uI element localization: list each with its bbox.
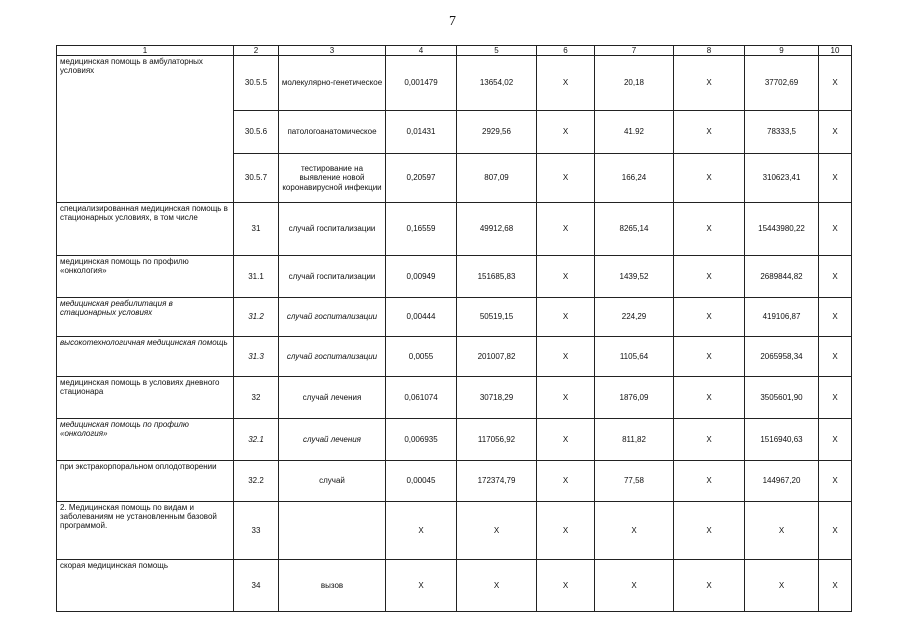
cell-col10: Х	[819, 111, 852, 154]
table-row	[57, 256, 852, 298]
header-cell: 8	[674, 46, 745, 56]
cell-col4: 0,0055	[386, 337, 457, 377]
table-row	[57, 56, 852, 111]
cell-col7: Х	[595, 502, 674, 560]
row-name: медицинская помощь по профилю «онкология»	[57, 256, 234, 298]
cell-col9: Х	[745, 502, 819, 560]
row-code: 32.1	[234, 419, 279, 461]
cell-col4: 0,20597	[386, 154, 457, 203]
cell-col6: Х	[537, 203, 595, 256]
cell-col7: 811,82	[595, 419, 674, 461]
cell-col5: 50519,15	[457, 298, 537, 337]
table-row	[57, 298, 852, 337]
data-table	[56, 45, 852, 612]
cell-col7: 41.92	[595, 111, 674, 154]
cell-col4: 0,001479	[386, 56, 457, 111]
row-name: медицинская реабилитация в стационарных условиях	[57, 298, 234, 337]
cell-col6: Х	[537, 154, 595, 203]
row-name: медицинская помощь в амбулаторных условиях	[57, 56, 234, 203]
cell-col10: Х	[819, 203, 852, 256]
cell-col9: 37702,69	[745, 56, 819, 111]
cell-col9: 15443980,22	[745, 203, 819, 256]
cell-col8: Х	[674, 337, 745, 377]
header-cell: 10	[819, 46, 852, 56]
table-row	[57, 461, 852, 502]
cell-col8: Х	[674, 461, 745, 502]
cell-col6: Х	[537, 419, 595, 461]
cell-col5: 151685,83	[457, 256, 537, 298]
header-cell: 4	[386, 46, 457, 56]
header-cell: 3	[279, 46, 386, 56]
row-unit: случай госпитализации	[279, 256, 386, 298]
cell-col4: Х	[386, 560, 457, 612]
cell-col5: 807,09	[457, 154, 537, 203]
cell-col8: Х	[674, 502, 745, 560]
cell-col10: Х	[819, 377, 852, 419]
row-unit: случай лечения	[279, 377, 386, 419]
cell-col10: Х	[819, 337, 852, 377]
cell-col8: Х	[674, 419, 745, 461]
cell-col9: 78333,5	[745, 111, 819, 154]
cell-col9: 310623,41	[745, 154, 819, 203]
cell-col8: Х	[674, 560, 745, 612]
row-code: 31.3	[234, 337, 279, 377]
cell-col6: Х	[537, 111, 595, 154]
cell-col8: Х	[674, 56, 745, 111]
cell-col7: 1439,52	[595, 256, 674, 298]
row-code: 32	[234, 377, 279, 419]
row-unit: вызов	[279, 560, 386, 612]
cell-col5: Х	[457, 560, 537, 612]
cell-col5: 13654,02	[457, 56, 537, 111]
cell-col8: Х	[674, 256, 745, 298]
cell-col5: 2929,56	[457, 111, 537, 154]
row-code: 33	[234, 502, 279, 560]
cell-col10: Х	[819, 461, 852, 502]
cell-col9: 419106,87	[745, 298, 819, 337]
row-name: высокотехнологичная медицинская помощь	[57, 337, 234, 377]
cell-col9: 2065958,34	[745, 337, 819, 377]
cell-col10: Х	[819, 419, 852, 461]
row-name: 2. Медицинская помощь по видам и заболеваниям не установленным базовой программой.	[57, 502, 234, 560]
header-row	[57, 46, 852, 56]
cell-col8: Х	[674, 203, 745, 256]
row-code: 30.5.7	[234, 154, 279, 203]
cell-col4: 0,00045	[386, 461, 457, 502]
cell-col4: 0,00444	[386, 298, 457, 337]
cell-col7: 224,29	[595, 298, 674, 337]
cell-col5: 172374,79	[457, 461, 537, 502]
cell-col4: 0,16559	[386, 203, 457, 256]
row-unit: тестирование на выявление новой коронавирусной инфекции	[279, 154, 386, 203]
cell-col10: Х	[819, 298, 852, 337]
row-unit: случай	[279, 461, 386, 502]
cell-col5: 49912,68	[457, 203, 537, 256]
header-cell: 1	[57, 46, 234, 56]
cell-col5: 201007,82	[457, 337, 537, 377]
header-cell: 2	[234, 46, 279, 56]
cell-col6: Х	[537, 298, 595, 337]
row-code: 30.5.6	[234, 111, 279, 154]
cell-col4: 0,01431	[386, 111, 457, 154]
row-code: 31.1	[234, 256, 279, 298]
cell-col7: 166,24	[595, 154, 674, 203]
cell-col5: 30718,29	[457, 377, 537, 419]
row-code: 34	[234, 560, 279, 612]
row-unit	[279, 502, 386, 560]
cell-col6: Х	[537, 256, 595, 298]
header-cell: 5	[457, 46, 537, 56]
cell-col7: 1105,64	[595, 337, 674, 377]
cell-col8: Х	[674, 154, 745, 203]
cell-col9: 3505601,90	[745, 377, 819, 419]
row-unit: молекулярно-генетическое	[279, 56, 386, 111]
table-row	[57, 203, 852, 256]
row-unit: случай госпитализации	[279, 203, 386, 256]
cell-col6: Х	[537, 56, 595, 111]
header-cell: 7	[595, 46, 674, 56]
cell-col7: 20,18	[595, 56, 674, 111]
cell-col8: Х	[674, 298, 745, 337]
cell-col10: Х	[819, 56, 852, 111]
cell-col4: 0,061074	[386, 377, 457, 419]
cell-col7: 8265,14	[595, 203, 674, 256]
header-cell: 6	[537, 46, 595, 56]
table-row	[57, 502, 852, 560]
page-number: 7	[449, 14, 456, 29]
table-row	[57, 560, 852, 612]
cell-col6: Х	[537, 337, 595, 377]
cell-col7: 77,58	[595, 461, 674, 502]
cell-col6: Х	[537, 377, 595, 419]
cell-col10: Х	[819, 502, 852, 560]
row-code: 30.5.5	[234, 56, 279, 111]
cell-col4: 0,00949	[386, 256, 457, 298]
cell-col8: Х	[674, 377, 745, 419]
cell-col4: 0,006935	[386, 419, 457, 461]
cell-col9: Х	[745, 560, 819, 612]
row-name: скорая медицинская помощь	[57, 560, 234, 612]
cell-col10: Х	[819, 256, 852, 298]
cell-col7: 1876,09	[595, 377, 674, 419]
row-code: 31.2	[234, 298, 279, 337]
row-name: медицинская помощь по профилю «онкология»	[57, 419, 234, 461]
cell-col5: Х	[457, 502, 537, 560]
row-name: при экстракорпоральном оплодотворении	[57, 461, 234, 502]
cell-col6: Х	[537, 560, 595, 612]
cell-col5: 117056,92	[457, 419, 537, 461]
cell-col8: Х	[674, 111, 745, 154]
row-unit: случай лечения	[279, 419, 386, 461]
cell-col9: 144967,20	[745, 461, 819, 502]
cell-col9: 1516940,63	[745, 419, 819, 461]
cell-col6: Х	[537, 502, 595, 560]
row-unit: случай госпитализации	[279, 337, 386, 377]
row-unit: патологоанатомическое	[279, 111, 386, 154]
cell-col7: Х	[595, 560, 674, 612]
table-row	[57, 337, 852, 377]
header-cell: 9	[745, 46, 819, 56]
cell-col10: Х	[819, 154, 852, 203]
row-name: медицинская помощь в условиях дневного стационара	[57, 377, 234, 419]
row-unit: случай госпитализации	[279, 298, 386, 337]
table-row	[57, 419, 852, 461]
row-name: специализированная медицинская помощь в стационарных условиях, в том числе	[57, 203, 234, 256]
cell-col4: Х	[386, 502, 457, 560]
table-row	[57, 377, 852, 419]
cell-col9: 2689844,82	[745, 256, 819, 298]
cell-col10: Х	[819, 560, 852, 612]
cell-col6: Х	[537, 461, 595, 502]
row-code: 32.2	[234, 461, 279, 502]
row-code: 31	[234, 203, 279, 256]
